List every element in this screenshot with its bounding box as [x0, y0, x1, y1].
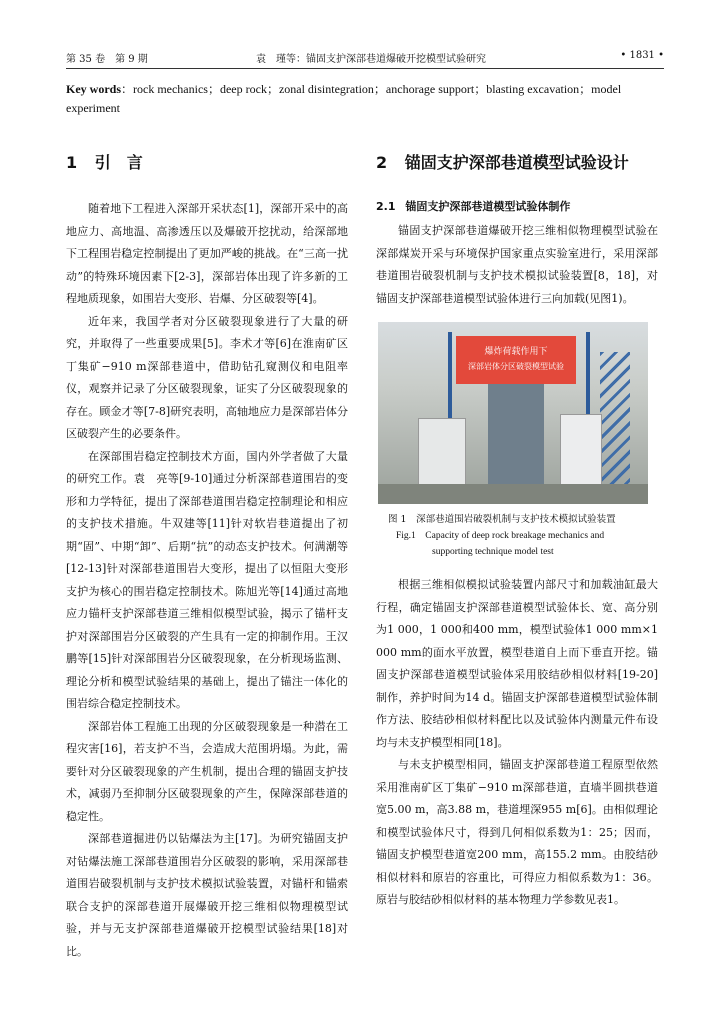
caption-english-line-2: supporting technique model test — [432, 547, 554, 557]
running-header — [66, 50, 664, 66]
subsection-heading — [376, 198, 658, 214]
caption-chinese: 图 1 深部巷道围岩破裂机制与支护技术模拟试验装置 — [388, 514, 616, 525]
subsection-title: 锚固支护深部巷道模型试验体制作 — [405, 200, 571, 213]
section-1-heading — [66, 150, 348, 180]
figure-1-photo — [378, 322, 648, 504]
journal-volume: 第 35 卷 第 9 期 — [66, 54, 148, 65]
figure-loading-tower — [488, 384, 544, 488]
header-rule — [66, 68, 664, 69]
page-number: • 1831 • — [620, 50, 664, 61]
keywords — [66, 80, 664, 118]
paragraph: 在深部围岩稳定控制技术方面，国内外学者做了大量的研究工作。袁 亮等[9-10]通过分析深部巷道围岩的变形和力学特征，提出了深部巷道围岩稳定控制理论和相应的支护技术措施。牛双建等[11]针对软岩巷道提出了初期“固”、中期“卸”、后期“抗”的动态支护技术。何满潮等[12-13]针对深部巷道围岩大变形，提出了以恒阻大变形支护为核心的围岩稳定控制技术。陈旭光等[14]通过高地应力锚杆支护深部巷道三维相似模型试验，揭示了锚杆支护对深部围岩分区破裂的产生具有一定的抑制作用。王汉鹏等[15]针对深部围岩分区破裂现象，在分析现场监测、理论分析和模型试验结果的基础上，提出了锚注一体化的围岩综合稳定控制技术。 — [66, 449, 348, 710]
running-title: 袁 瑾等：锚固支护深部巷道爆破开挖模型试验研究 — [256, 54, 486, 65]
paragraph: 近年来，我国学者对分区破裂现象进行了大量的研究，并取得了一些重要成果[5]。李术才等[6]在淮南矿区丁集矿−910 m深部巷道中，借助钻孔窥测仪和电阻率仪，观察并记录了分区破裂现象，证实了分区破裂现象的存在。顾金才等[7-8]研究表明，高轴地应力是深部岩体分区破裂产生的必要条件。 — [66, 314, 348, 440]
figure-floor — [378, 484, 648, 504]
paragraph: 根据三维相似模拟试验装置内部尺寸和加载油缸最大行程，确定锚固支护深部巷道模型试验体长、宽、高分别为1 000，1 000和400 mm，模型试验体1 000 mm×1 000 mm的面水平放置，模型巷道自上而下垂直开挖。锚固支护深部巷道模型试验体采用胶结砂相似材料[19-20]制作，养护时间为14 d。锚固支护深部巷道模型试验体制作方法、胶结砂相似材料配比以及试验体内测量元件布设均与未支护模型相同[18]。 — [376, 578, 658, 749]
subsection-number: 2.1 — [376, 200, 396, 213]
figure-banner-line-1: 爆炸荷载作用下 — [484, 347, 548, 357]
section-2-heading — [376, 150, 658, 180]
paragraph: 深部岩体工程施工出现的分区破裂现象是一种潜在工程灾害[16]，若支护不当，会造成大范围坍塌。为此，需要针对分区破裂现象的产生机制，提出合理的锚固支护技术，减弱乃至抑制分区破裂现象的产生，保障深部巷道的稳定性。 — [66, 719, 348, 823]
right-column — [376, 150, 658, 912]
paragraph: 与未支护模型相同，锚固支护深部巷道工程原型依然采用淮南矿区丁集矿−910 m深部巷道，直墙半圆拱巷道宽5.00 m，高3.88 m，巷道埋深955 m[6]。由相似理论和模型试验体尺寸，得到几何相似系数为1：25；因而，锚固支护模型巷道宽200 mm，高155.2 mm。由胶结砂相似材料和原岩的容重比，可得应力相似系数为1：36。原岩与胶结砂相似材料的基本物理力学参数见表1。 — [376, 758, 658, 906]
paragraph: 随着地下工程进入深部开采状态[1]，深部开采中的高地应力、高地温、高渗透压以及爆破开挖扰动，给深部地下工程围岩稳定控制提出了更加严峻的挑战。在“三高一扰动”的特殊环境因素下[2-3]，深部岩体出现了许多新的工程地质现象，如围岩大变形、岩爆、分区破裂等[4]。 — [66, 202, 348, 305]
figure-banner — [456, 336, 576, 384]
paragraph: 深部巷道掘进仍以钻爆法为主[17]。为研究锚固支护对钻爆法施工深部巷道围岩分区破裂的影响，采用深部巷道围岩破裂机制与支护技术模拟试验装置，对锚杆和锚索联合支护的深部巷道开展爆破开挖三维相似物理模型试验，并与无支护深部巷道爆破开挖模型试验结果[18]对比。 — [66, 832, 348, 958]
section-2-number: 2 — [376, 153, 388, 172]
figure-cabinet-left — [418, 418, 466, 490]
keywords-label: Key words — [66, 82, 121, 96]
section-1-number: 1 — [66, 153, 78, 172]
paragraph: 锚固支护深部巷道爆破开挖三维相似物理模型试验在深部煤炭开采与环境保护国家重点实验室进行，采用深部巷道围岩破裂机制与支护技术模拟试验装置[8，18]，对锚固支护深部巷道模型试验体进行三向加载(见图1)。 — [376, 224, 658, 305]
figure-cabinet-right — [560, 414, 602, 490]
section-2-title: 锚固支护深部巷道模型试验设计 — [404, 153, 629, 172]
section-1-title: 引 言 — [94, 153, 143, 172]
caption-english-line-1: Fig.1 Capacity of deep rock breakage mechanics and — [396, 531, 605, 541]
figure-stairs — [600, 352, 630, 492]
figure-1-caption — [376, 512, 658, 560]
figure-banner-line-2: 深部岩体分区破裂模型试验 — [468, 362, 564, 371]
keywords-text: ：rock mechanics；deep rock；zonal disintegration；anchorage support；blasting excavation；model experiment — [66, 82, 622, 115]
left-column — [66, 150, 348, 963]
